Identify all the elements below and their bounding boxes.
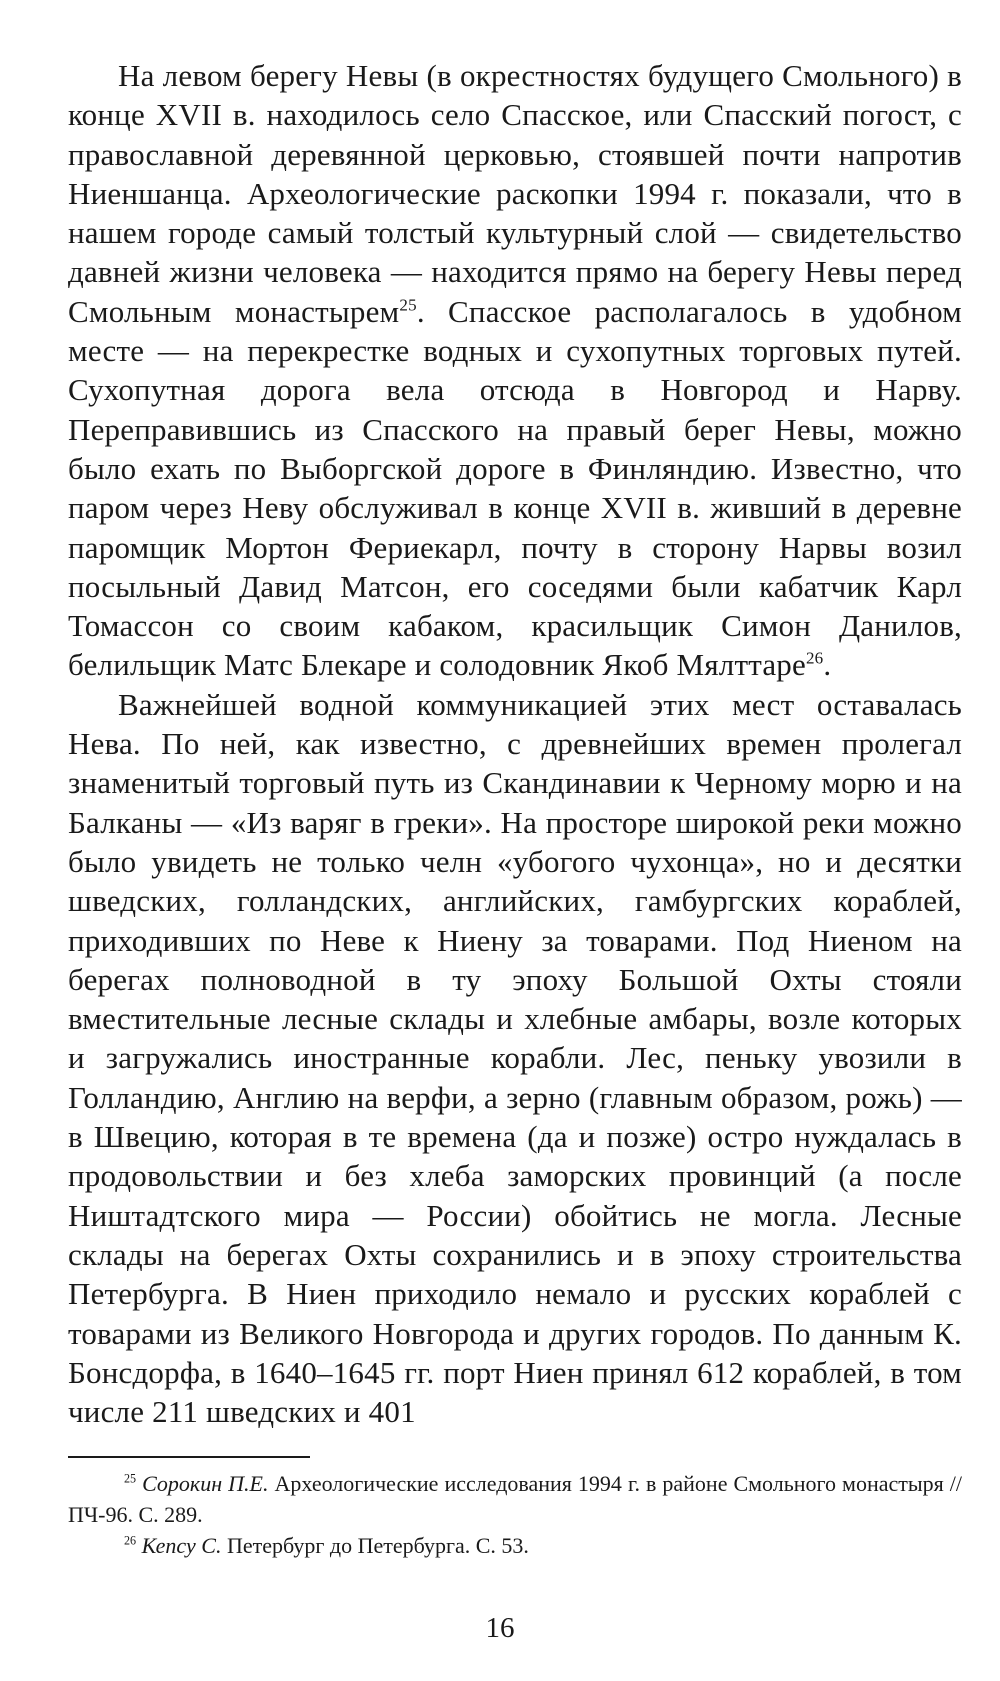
paragraph-1-text-a: На левом берегу Невы (в окрестностях будущего Смольного) в конце XVII в. находилось село Спасское, или Спасский погост, с православной деревянной церковью, стоявшей почти напротив Ниеншанца. Археологические раскопки 1994 г. показали, что в нашем городе самый толстый культурный слой — свидетельство давней жизни человека — находится прямо на берегу Невы перед Смольным монастырем — [68, 58, 962, 329]
footnote-author: Кепсу С. — [141, 1533, 222, 1558]
footnote-divider — [68, 1456, 310, 1458]
footnote-author: Сорокин П.Е. — [142, 1471, 269, 1496]
footnote-number: 25 — [124, 1471, 137, 1486]
main-text — [68, 56, 962, 1431]
footnote-26 — [68, 1530, 962, 1561]
footnote-text: Археологические исследования 1994 г. в районе Смольного монастыря // ПЧ-96. С. 289. — [68, 1471, 963, 1527]
footnotes — [68, 1468, 962, 1561]
paragraph-1-text-b: . Спасское располагалось в удобном месте — на перекрестке водных и сухопутных торговых путей. Сухопутная дорога вела отсюда в Новгород и Нарву. Переправившись из Спасского на правый берег Невы, можно было ехать по Выборгской дороге в Финляндию. Известно, что паром через Неву обслуживал в конце XVII в. живший в деревне паромщик Мортон Фериекарл, почту в сторону Нарвы возил посыльный Давид Матсон, его соседями были кабатчик Карл Томассон со своим кабаком, красильщик Симон Данилов, белильщик Матс Блекаре и солодовник Якоб Мялттаре — [68, 293, 962, 683]
footnote-number: 26 — [124, 1533, 137, 1548]
footnote-ref-26[interactable]: 26 — [805, 649, 824, 669]
paragraph-2: Важнейшей водной коммуникацией этих мест оставалась Нева. По ней, как известно, с древнейших времен пролегал знаменитый торговый путь из Скандинавии к Черному морю и на Балканы — «Из варяг в греки». На просторе широкой реки можно было увидеть не только челн «убогого чухонца», но и десятки шведских, голландских, английских, гамбургских кораблей, приходивших по Неве к Ниену за товарами. Под Ниеном на берегах полноводной в ту эпоху Большой Охты стояли вместительные лесные склады и хлебные амбары, возле которых и загружались иностранные корабли. Лес, пеньку увозили в Голландию, Англию на верфи, а зерно (главным образом, рожь) — в Швецию, которая в те времена (да и позже) остро нуждалась в продовольствии и без хлеба заморских провинций (а после Ништадтского мира — России) обойтись не могла. Лесные склады на берегах Охты сохранились и в эпоху строительства Петербурга. В Ниен приходило немало и русских кораблей с товарами из Великого Новгорода и других городов. По данным К. Бонсдорфа, в 1640–1645 гг. порт Ниен принял 612 кораблей, в том числе 211 шведских и 401 — [68, 686, 962, 1430]
footnote-text: Петербург до Петербурга. С. 53. — [221, 1533, 529, 1558]
footnote-ref-25[interactable]: 25 — [399, 295, 417, 315]
paragraph-1 — [68, 56, 962, 685]
page-number: 16 — [485, 1612, 515, 1644]
paragraph-1-text-c: . — [823, 647, 832, 683]
footnote-25 — [68, 1468, 962, 1530]
